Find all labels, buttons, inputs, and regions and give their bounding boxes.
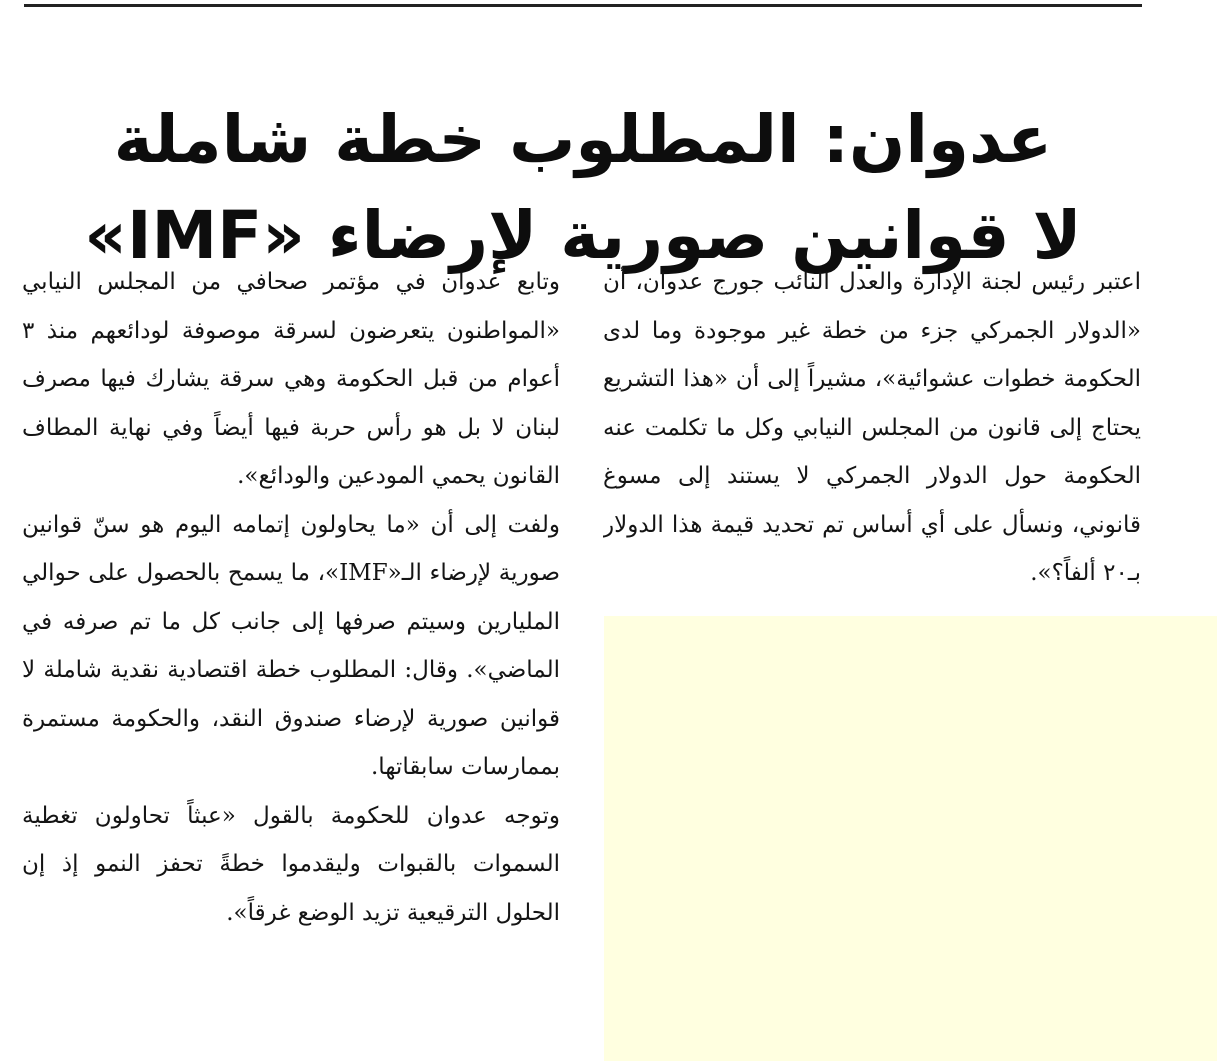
paragraph: اعتبر رئيس لجنة الإدارة والعدل النائب جورج عدوان، أن «الدولار الجمركي جزء من خطة غير موجودة وما لدى الحكومة خطوات عشوائية»، مشيراً إلى أن «هذا التشريع يحتاج إلى قانون من المجلس النيابي وكل ما تكلمت عنه الحكومة حول الدولار الجمركي لا يستند إلى مسوغ قانوني، ونسأل على أي أساس تم تحديد قيمة هذا الدولار بـ٢٠ ألفاً؟». [603, 269, 1141, 586]
paragraph: وتوجه عدوان للحكومة بالقول «عبثاً تحاولون تغطية السموات بالقبوات وليقدموا خطةً تحفز النمو إذ إن الحلول الترقيعية تزيد الوضع غرقاً». [22, 802, 560, 926]
headline-line-1: عدوان: المطلوب خطة شاملة [113, 101, 1053, 179]
article-column-left [22, 258, 560, 937]
article-column-right [603, 258, 1141, 610]
ad-placeholder-block [604, 616, 1217, 1061]
top-rule [24, 4, 1142, 7]
headline [24, 92, 1142, 284]
paragraph: وتابع عدوان في مؤتمر صحافي من المجلس النيابي «المواطنون يتعرضون لسرقة موصوفة لودائعهم منذ ٣ أعوام من قبل الحكومة وهي سرقة يشارك فيها مصرف لبنان لا بل هو رأس حربة فيها أيضاً وفي نهاية المطاف القانون يحمي المودعين والودائع». [22, 269, 560, 489]
paragraph: ولفت إلى أن «ما يحاولون إتمامه اليوم هو سنّ قوانين صورية لإرضاء الـ«IMF»، ما يسمح بالحصول على حوالي المليارين وسيتم صرفها إلى جانب كل ما تم صرفه في الماضي». وقال: المطلوب خطة اقتصادية نقدية شاملة لا قوانين صورية لإرضاء صندوق النقد، والحكومة مستمرة بممارسات سابقاتها. [22, 511, 560, 780]
headline-line-2: لا قوانين صورية لإرضاء «IMF» [84, 197, 1082, 275]
